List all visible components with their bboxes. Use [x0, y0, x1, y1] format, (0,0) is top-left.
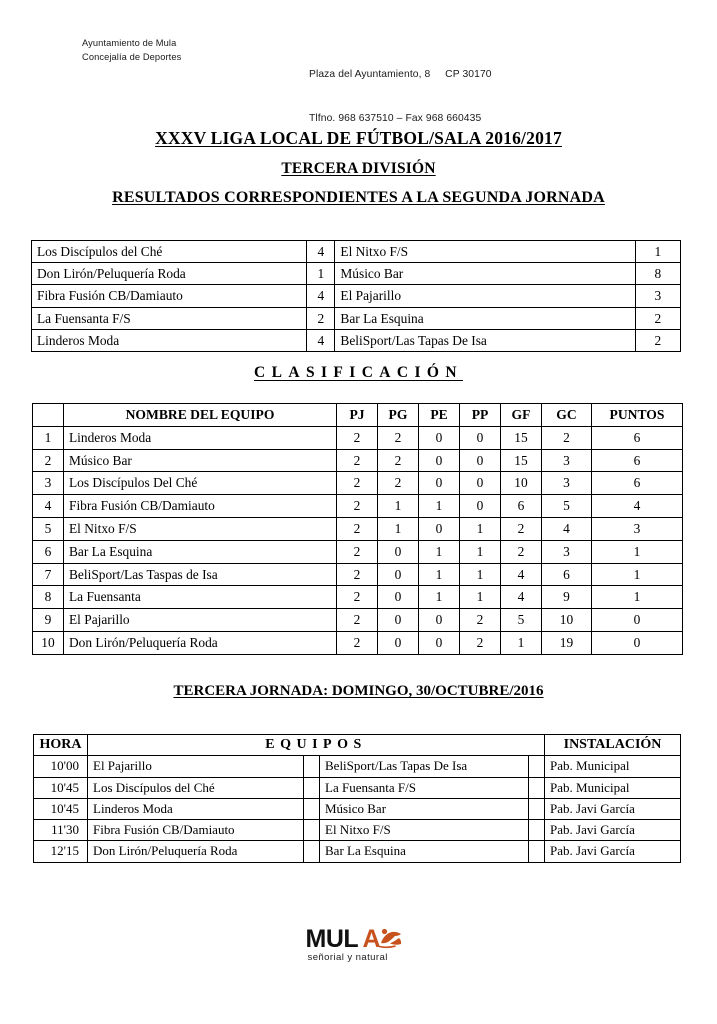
venue: Pab. Municipal: [545, 777, 681, 798]
team-name: Músico Bar: [64, 449, 337, 472]
stat-gf: 10: [501, 472, 542, 495]
stat-pj: 2: [337, 449, 378, 472]
away-score: 1: [635, 241, 680, 263]
spacer-cell: [304, 820, 320, 841]
table-row: [34, 756, 681, 777]
table-header-row: [33, 404, 683, 427]
column-header-equipos: EQUIPOS: [88, 735, 545, 756]
mula-emblem-icon: [378, 927, 404, 949]
column-header-rank: [33, 404, 64, 427]
away-team: Músico Bar: [320, 798, 529, 819]
stat-gf: 5: [501, 609, 542, 632]
match-time: 10'45: [34, 798, 88, 819]
table-row: [33, 449, 683, 472]
away-team: BeliSport/Las Tapas De Isa: [335, 329, 635, 351]
rank: 2: [33, 449, 64, 472]
home-team: Linderos Moda: [88, 798, 304, 819]
stat-gf: 1: [501, 631, 542, 654]
stat-pp: 1: [460, 563, 501, 586]
jornada-heading-text: TERCERA JORNADA: DOMINGO, 30/OCTUBRE/2016: [173, 683, 544, 699]
away-score: 8: [635, 263, 680, 285]
stat-pg: 2: [378, 449, 419, 472]
stat-pj: 2: [337, 586, 378, 609]
table-row: [32, 241, 681, 263]
stat-gc: 3: [542, 540, 592, 563]
away-team: BeliSport/Las Tapas De Isa: [320, 756, 529, 777]
column-header-pg: PG: [378, 404, 419, 427]
mula-logo: [304, 925, 414, 969]
table-row: [34, 798, 681, 819]
home-team: Fibra Fusión CB/Damiauto: [88, 820, 304, 841]
away-team: El Nitxo F/S: [335, 241, 635, 263]
table-row: [33, 517, 683, 540]
stat-gc: 4: [542, 517, 592, 540]
stat-gf: 4: [501, 563, 542, 586]
table-row: [33, 495, 683, 518]
stat-gf: 15: [501, 426, 542, 449]
stat-pe: 0: [419, 426, 460, 449]
stat-pg: 0: [378, 586, 419, 609]
postal-address: Plaza del Ayuntamiento, 8 CP 30170: [309, 69, 492, 80]
table-row: [32, 329, 681, 351]
stat-pe: 1: [419, 540, 460, 563]
table-row: [33, 563, 683, 586]
team-name: Fibra Fusión CB/Damiauto: [64, 495, 337, 518]
standings-table: [32, 403, 683, 655]
footer-logo: [0, 925, 717, 974]
table-row: [33, 586, 683, 609]
table-row: [34, 841, 681, 862]
stat-gf: 6: [501, 495, 542, 518]
home-score: 4: [307, 285, 335, 307]
results-subtitle-text: RESULTADOS CORRESPONDIENTES A LA SEGUNDA JORNADA: [112, 189, 605, 206]
spacer-cell: [304, 841, 320, 862]
away-score: 2: [635, 307, 680, 329]
stat-pj: 2: [337, 472, 378, 495]
table-row: [34, 777, 681, 798]
match-time: 12'15: [34, 841, 88, 862]
home-score: 4: [307, 329, 335, 351]
organization-name: Ayuntamiento de Mula: [82, 38, 177, 48]
away-team: Bar La Esquina: [320, 841, 529, 862]
spacer-cell: [529, 756, 545, 777]
stat-gf: 2: [501, 517, 542, 540]
stat-puntos: 6: [592, 449, 683, 472]
venue: Pab. Javi García: [545, 820, 681, 841]
logo-wordmark: MUL: [305, 925, 359, 953]
stat-pg: 0: [378, 563, 419, 586]
fixtures-table: [33, 734, 681, 863]
rank: 3: [33, 472, 64, 495]
team-name: El Pajarillo: [64, 609, 337, 632]
table-row: [33, 631, 683, 654]
home-score: 2: [307, 307, 335, 329]
table-row: [32, 285, 681, 307]
team-name: La Fuensanta: [64, 586, 337, 609]
home-team: El Pajarillo: [88, 756, 304, 777]
rank: 7: [33, 563, 64, 586]
venue: Pab. Javi García: [545, 841, 681, 862]
stat-pp: 1: [460, 517, 501, 540]
stat-puntos: 0: [592, 609, 683, 632]
stat-pp: 1: [460, 540, 501, 563]
stat-puntos: 6: [592, 426, 683, 449]
table-row: [33, 540, 683, 563]
results-table: [31, 240, 681, 352]
stat-pj: 2: [337, 563, 378, 586]
rank: 10: [33, 631, 64, 654]
home-team: Los Discípulos del Ché: [32, 241, 307, 263]
stat-pp: 1: [460, 586, 501, 609]
stat-pe: 0: [419, 631, 460, 654]
home-team: Don Lirón/Peluquería Roda: [32, 263, 307, 285]
league-title-text: XXXV LIGA LOCAL DE FÚTBOL/SALA 2016/2017: [155, 128, 562, 148]
away-team: El Pajarillo: [335, 285, 635, 307]
match-time: 11'30: [34, 820, 88, 841]
spacer-cell: [304, 777, 320, 798]
column-header-team: NOMBRE DEL EQUIPO: [64, 404, 337, 427]
stat-pg: 0: [378, 631, 419, 654]
away-team: Músico Bar: [335, 263, 635, 285]
department-name: Concejalía de Deportes: [82, 51, 182, 62]
spacer-cell: [529, 798, 545, 819]
table-row: [33, 609, 683, 632]
clasificacion-heading-text: CLASIFICACIÓN: [254, 364, 463, 381]
division-title: [0, 160, 717, 178]
away-team: Bar La Esquina: [335, 307, 635, 329]
stat-pe: 1: [419, 586, 460, 609]
stat-pe: 1: [419, 563, 460, 586]
table-header-row: [34, 735, 681, 756]
column-header-pj: PJ: [337, 404, 378, 427]
home-team: La Fuensanta F/S: [32, 307, 307, 329]
stat-pe: 1: [419, 495, 460, 518]
stat-puntos: 1: [592, 563, 683, 586]
document-title-block: [0, 128, 717, 216]
column-header-pp: PP: [460, 404, 501, 427]
table-row: [33, 426, 683, 449]
stat-pp: 0: [460, 449, 501, 472]
venue: Pab. Javi García: [545, 798, 681, 819]
table-row: [32, 307, 681, 329]
stat-gc: 9: [542, 586, 592, 609]
spacer-cell: [529, 820, 545, 841]
stat-puntos: 4: [592, 495, 683, 518]
rank: 6: [33, 540, 64, 563]
stat-gc: 19: [542, 631, 592, 654]
table-row: [33, 472, 683, 495]
stat-pj: 2: [337, 426, 378, 449]
rank: 9: [33, 609, 64, 632]
home-team: Los Discípulos del Ché: [88, 777, 304, 798]
clasificacion-heading: [0, 364, 717, 382]
rank: 5: [33, 517, 64, 540]
column-header-gc: GC: [542, 404, 592, 427]
stat-pj: 2: [337, 540, 378, 563]
away-team: El Nitxo F/S: [320, 820, 529, 841]
table-row: [34, 820, 681, 841]
stat-pg: 2: [378, 472, 419, 495]
column-header-gf: GF: [501, 404, 542, 427]
stat-puntos: 1: [592, 586, 683, 609]
stat-pj: 2: [337, 631, 378, 654]
stat-pe: 0: [419, 472, 460, 495]
stat-pj: 2: [337, 609, 378, 632]
stat-gc: 3: [542, 472, 592, 495]
table-row: [32, 263, 681, 285]
stat-pj: 2: [337, 495, 378, 518]
home-team: Don Lirón/Peluquería Roda: [88, 841, 304, 862]
stat-pj: 2: [337, 517, 378, 540]
stat-pe: 0: [419, 609, 460, 632]
stat-pe: 0: [419, 517, 460, 540]
fixtures-table-head: [34, 735, 681, 756]
organization-block: [82, 37, 181, 64]
column-header-puntos: PUNTOS: [592, 404, 683, 427]
rank: 1: [33, 426, 64, 449]
match-time: 10'00: [34, 756, 88, 777]
stat-puntos: 6: [592, 472, 683, 495]
stat-pp: 0: [460, 472, 501, 495]
venue: Pab. Municipal: [545, 756, 681, 777]
fixtures-table-body: [34, 756, 681, 862]
results-table-body: [32, 241, 681, 352]
stat-puntos: 0: [592, 631, 683, 654]
stat-pe: 0: [419, 449, 460, 472]
stat-gc: 6: [542, 563, 592, 586]
league-title: [0, 128, 717, 149]
spacer-cell: [529, 777, 545, 798]
match-time: 10'45: [34, 777, 88, 798]
division-title-text: TERCERA DIVISIÓN: [281, 160, 436, 177]
stat-pg: 0: [378, 540, 419, 563]
away-score: 2: [635, 329, 680, 351]
stat-gc: 5: [542, 495, 592, 518]
stat-puntos: 1: [592, 540, 683, 563]
stat-puntos: 3: [592, 517, 683, 540]
jornada-heading: [0, 683, 717, 700]
standings-table-head: [33, 404, 683, 427]
results-subtitle: [0, 189, 717, 207]
column-header-instalacion: INSTALACIÓN: [545, 735, 681, 756]
logo-tagline: señorial y natural: [307, 952, 388, 963]
spacer-cell: [304, 798, 320, 819]
stat-pg: 1: [378, 495, 419, 518]
away-score: 3: [635, 285, 680, 307]
stat-pp: 2: [460, 631, 501, 654]
stat-pg: 2: [378, 426, 419, 449]
team-name: Bar La Esquina: [64, 540, 337, 563]
rank: 8: [33, 586, 64, 609]
spacer-cell: [529, 841, 545, 862]
team-name: Los Discípulos Del Ché: [64, 472, 337, 495]
stat-gf: 4: [501, 586, 542, 609]
stat-gc: 2: [542, 426, 592, 449]
letterhead: [0, 37, 717, 124]
home-team: Fibra Fusión CB/Damiauto: [32, 285, 307, 307]
phone-fax: Tlfno. 968 637510 – Fax 968 660435: [309, 112, 482, 124]
stat-gf: 2: [501, 540, 542, 563]
team-name: Don Lirón/Peluquería Roda: [64, 631, 337, 654]
stat-gc: 3: [542, 449, 592, 472]
team-name: El Nitxo F/S: [64, 517, 337, 540]
stat-pp: 0: [460, 426, 501, 449]
away-team: La Fuensanta F/S: [320, 777, 529, 798]
home-score: 1: [307, 263, 335, 285]
spacer-cell: [304, 756, 320, 777]
stat-gf: 15: [501, 449, 542, 472]
standings-table-body: [33, 426, 683, 654]
logo-accent-letter: A: [362, 925, 381, 953]
team-name: Linderos Moda: [64, 426, 337, 449]
home-score: 4: [307, 241, 335, 263]
stat-pg: 1: [378, 517, 419, 540]
rank: 4: [33, 495, 64, 518]
stat-gc: 10: [542, 609, 592, 632]
team-name: BeliSport/Las Taspas de Isa: [64, 563, 337, 586]
home-team: Linderos Moda: [32, 329, 307, 351]
stat-pp: 2: [460, 609, 501, 632]
column-header-hora: HORA: [34, 735, 88, 756]
stat-pp: 0: [460, 495, 501, 518]
column-header-pe: PE: [419, 404, 460, 427]
stat-pg: 0: [378, 609, 419, 632]
